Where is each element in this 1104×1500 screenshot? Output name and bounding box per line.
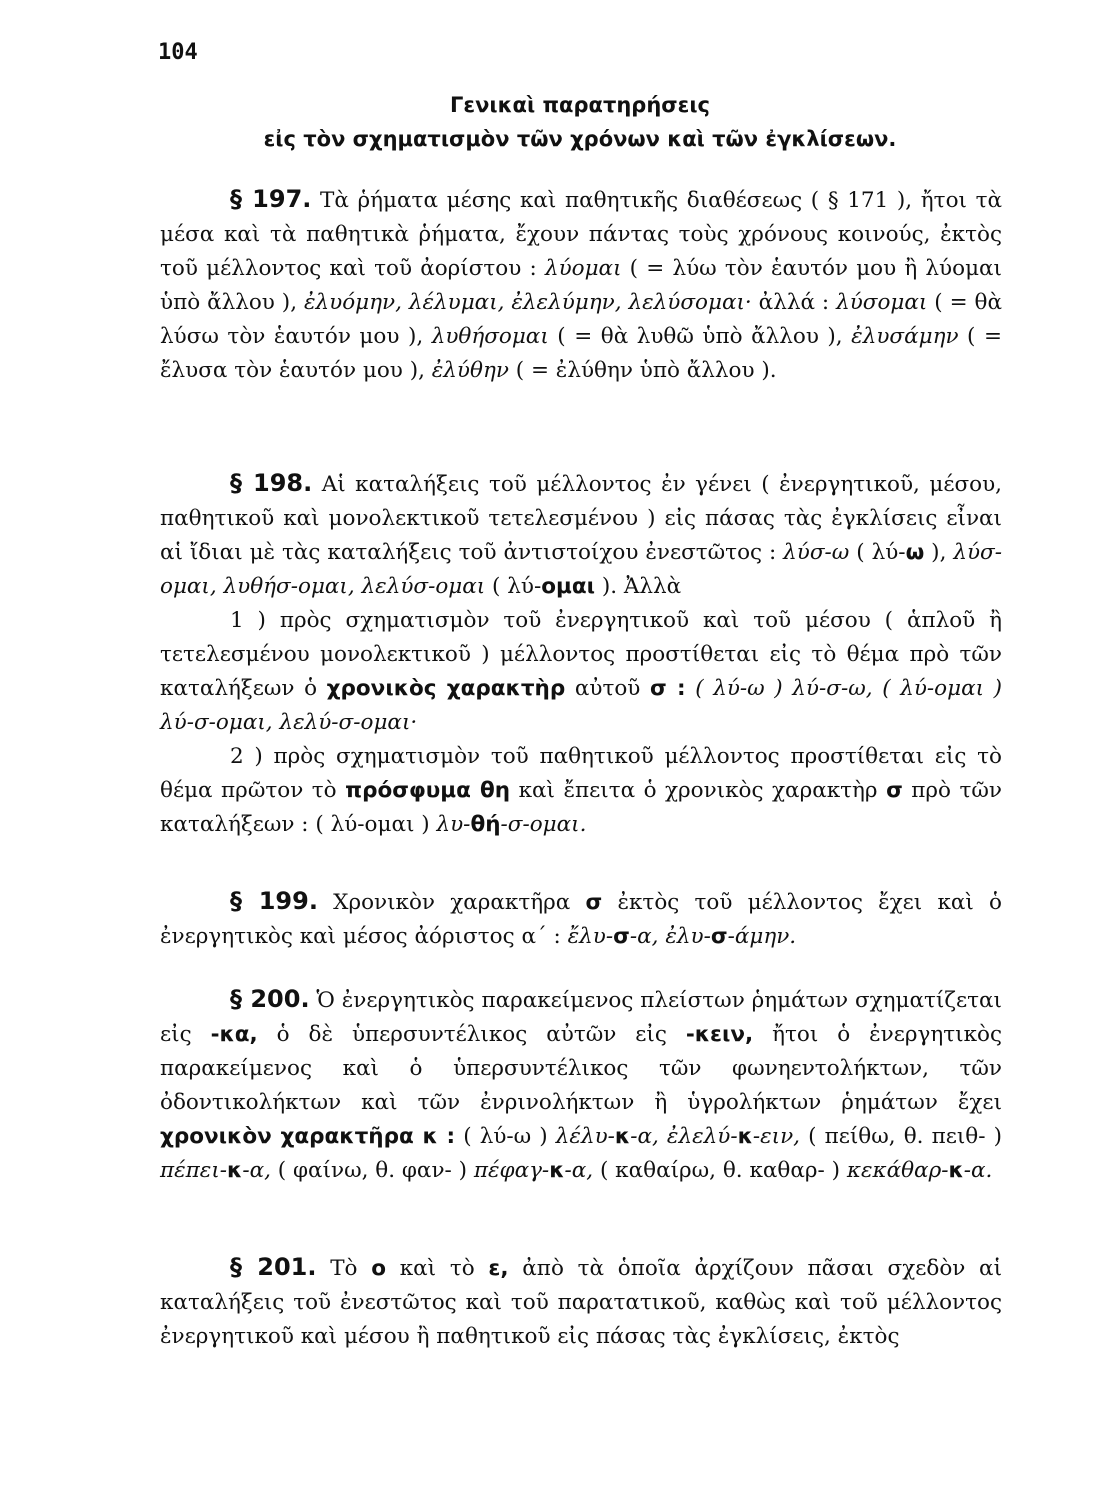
- section-number: § 200.: [230, 985, 310, 1013]
- section-number: § 197.: [230, 185, 312, 213]
- chapter-heading-line-1: Γενικαὶ παρατηρήσεις: [450, 93, 710, 117]
- section-201: § 201. Τὸ ο καὶ τὸ ε, ἀπὸ τὰ ὁποῖα ἀρχίζουν πᾶσαι σχεδὸν αἱ καταλήξεις τοῦ ἐνεστῶτος καὶ τοῦ παρατατικοῦ, καθὼς καὶ τοῦ μέλλοντος ἐνεργητικοῦ καὶ μέσου ἢ παθητικοῦ εἰς πάσας τὰς ἐγκλίσεις, ἐκτὸς: [160, 1253, 1003, 1349]
- section-200: § 200. Ὁ ἐνεργητικὸς παρακείμενος πλείστων ῥημάτων σχηματίζεται εἰς -κα, ὁ δὲ ὑπερσυντέλικος αὐτῶν εἰς -κειν, ἤτοι ὁ ἐνεργητικὸς παρακείμενος καὶ ὁ ὑπερσυντέλικος τῶν φωνηεντολήκτων, τῶν ὀδοντικολήκτων καὶ τῶν ἐνρινολήκτων ἢ ὑγρολήκτων ῥημάτων ἔχει χρονικὸν χαρακτῆρα κ : ( λύ-ω ) λέλυ-κ-α, ἐλελύ-κ-ειν, ( πείθω, θ. πειθ- ) πέπει-κ-α, ( φαίνω, θ. φαν- ) πέφαγ-κ-α, ( καθαίρω, θ. καθαρ- ) κεκάθαρ-κ-α.: [160, 985, 1002, 1183]
- section-197: § 197. Τὰ ῥήματα μέσης καὶ παθητικῆς διαθέσεως ( § 171 ), ἤτοι τὰ μέσα καὶ τὰ παθητικὰ ῥήματα, ἔχουν πάντας τοὺς χρόνους κοινούς, ἐκτὸς τοῦ μέλλοντος καὶ τοῦ ἀορίστου : λύομαι ( = λύω τὸν ἑαυτόν μου ἢ λύομαι ὑπὸ ἄλλου ), ἐλυόμην, λέλυμαι, ἐλελύμην, λελύσομαι· ἀλλά : λύσομαι ( = θὰ λύσω τὸν ἑαυτόν μου ), λυθήσομαι ( = θὰ λυθῶ ὑπὸ ἄλλου ), ἐλυσάμην ( = ἔλυσα τὸν ἑαυτόν μου ), ἐλύθην ( = ἐλύθην ὑπὸ ἄλλου ).: [160, 185, 1003, 383]
- chapter-heading-line-2: εἰς τὸν σχηματισμὸν τῶν χρόνων καὶ τῶν ἐγκλίσεων.: [263, 127, 897, 151]
- section-199: § 199. Χρονικὸν χαρακτῆρα σ ἐκτὸς τοῦ μέλλοντος ἔχει καὶ ὁ ἐνεργητικὸς καὶ μέσος ἀόριστος α΄ : ἔλυ-σ-α, ἐλυ-σ-άμην.: [160, 887, 1002, 949]
- section-number: § 199.: [230, 887, 318, 915]
- section-number: § 201.: [230, 1253, 317, 1281]
- section-number: § 198.: [230, 469, 313, 497]
- section-198: § 198. Αἱ καταλήξεις τοῦ μέλλοντος ἐν γένει ( ἐνεργητικοῦ, μέσου, παθητικοῦ καὶ μονολεκτικοῦ τετελεσμένου ) εἰς πάσας τὰς ἐγκλίσεις εἶναι αἱ ἴδιαι μὲ τὰς καταλήξεις τοῦ ἀντιστοίχου ἐνεστῶτος : λύσ-ω ( λύ-ω ), λύσ-ομαι, λυθήσ-ομαι, λελύσ-ομαι ( λύ-ομαι ). Ἀλλὰ 1 ) πρὸς σχηματισμὸν τοῦ ἐνεργητικοῦ καὶ τοῦ μέσου ( ἁπλοῦ ἢ τετελεσμένου μονολεκτικοῦ ) μέλλοντος προστίθεται εἰς τὸ θέμα πρὸ τῶν καταλήξεων ὁ χρονικὸς χαρακτὴρ αὐτοῦ σ : ( λύ-ω ) λύ-σ-ω, ( λύ-ομαι ) λύ-σ-ομαι, λελύ-σ-ομαι· 2 ) πρὸς σχηματισμὸν τοῦ παθητικοῦ μέλλοντος προστίθεται εἰς τὸ θέμα πρῶτον τὸ πρόσφυμα θη καὶ ἔπειτα ὁ χρονικὸς χαρακτὴρ σ πρὸ τῶν καταλήξεων : ( λύ-ομαι ) λυ-θή-σ-ομαι.: [160, 469, 1003, 837]
- page-number: 104: [158, 40, 198, 65]
